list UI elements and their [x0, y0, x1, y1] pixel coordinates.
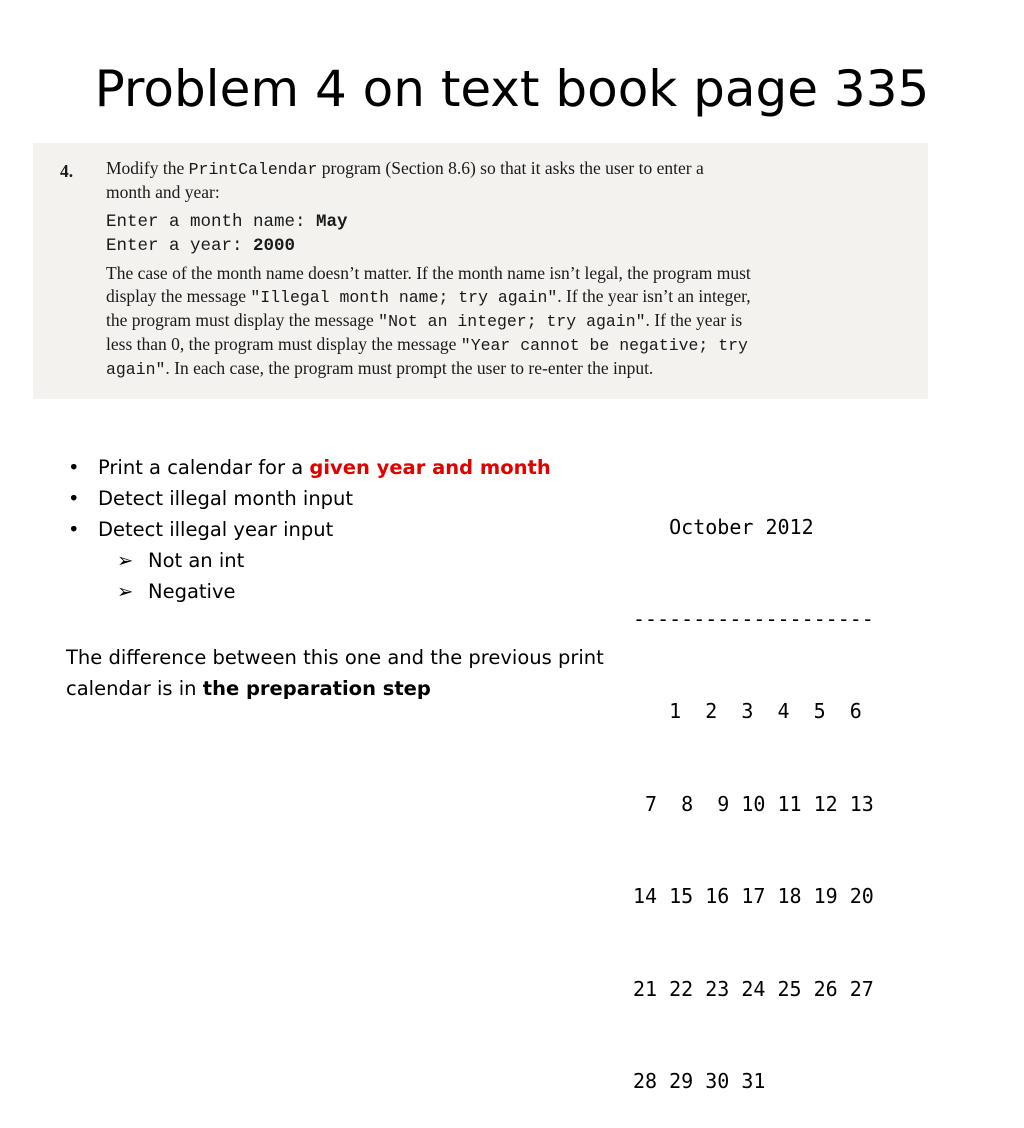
- arrow-bullet-icon: ➢: [117, 580, 134, 603]
- bullet-dot-icon: •: [68, 487, 80, 510]
- arrow-bullet-icon: ➢: [117, 549, 134, 572]
- calendar-output: [633, 450, 874, 1128]
- bullet-item: • Print a calendar for a given year and month: [62, 452, 602, 483]
- bullet-item: • Detect illegal month input: [62, 483, 602, 514]
- calendar-row: 28 29 30 31: [633, 1068, 766, 1093]
- highlight-text: given year and month: [309, 456, 551, 479]
- requirements-line-4: less than 0, the program must display the message "Year cannot be negative; try: [106, 334, 748, 355]
- bullet-item: • Detect illegal year input: [62, 514, 602, 545]
- sub-bullet-item: ➢ Negative: [62, 576, 602, 607]
- bullet-dot-icon: •: [68, 456, 80, 479]
- calendar-row: 1 2 3 4 5 6: [633, 699, 862, 724]
- problem-number: 4.: [60, 161, 74, 181]
- requirements-line-3: the program must display the message "Not an integer; try again". If the year is: [106, 310, 743, 331]
- note-bold: the preparation step: [202, 677, 431, 700]
- textbook-excerpt-image: [33, 143, 928, 399]
- bullet-dot-icon: •: [68, 518, 80, 541]
- calendar-row: 7 8 9 10 11 12 13: [633, 791, 874, 816]
- task-bullets: [62, 452, 602, 607]
- calendar-rule: --------------------: [633, 606, 874, 631]
- requirements-line-1: The case of the month name doesn’t matter. If the month name isn’t legal, the program must: [106, 263, 751, 283]
- slide-title: Problem 4 on text book page 335: [94, 60, 930, 118]
- requirements-line-2: display the message "Illegal month name; try again". If the year isn’t an integer,: [106, 286, 751, 307]
- intro-line: Modify the PrintCalendar program (Section 8.6) so that it asks the user to enter a: [106, 158, 704, 179]
- difference-note: The difference between this one and the previous print calendar is in the preparation step: [66, 646, 604, 700]
- sub-bullet-item: ➢ Not an int: [62, 545, 602, 576]
- intro-line-2: month and year:: [106, 182, 220, 202]
- calendar-row: 14 15 16 17 18 19 20: [633, 884, 874, 909]
- requirements-line-5: again". In each case, the program must prompt the user to re-enter the input.: [106, 358, 654, 379]
- calendar-row: 21 22 23 24 25 26 27: [633, 976, 874, 1001]
- sample-prompts: Enter a month name: May Enter a year: 2000: [106, 212, 348, 256]
- problem-text: [106, 157, 906, 381]
- calendar-header: October 2012: [633, 514, 814, 539]
